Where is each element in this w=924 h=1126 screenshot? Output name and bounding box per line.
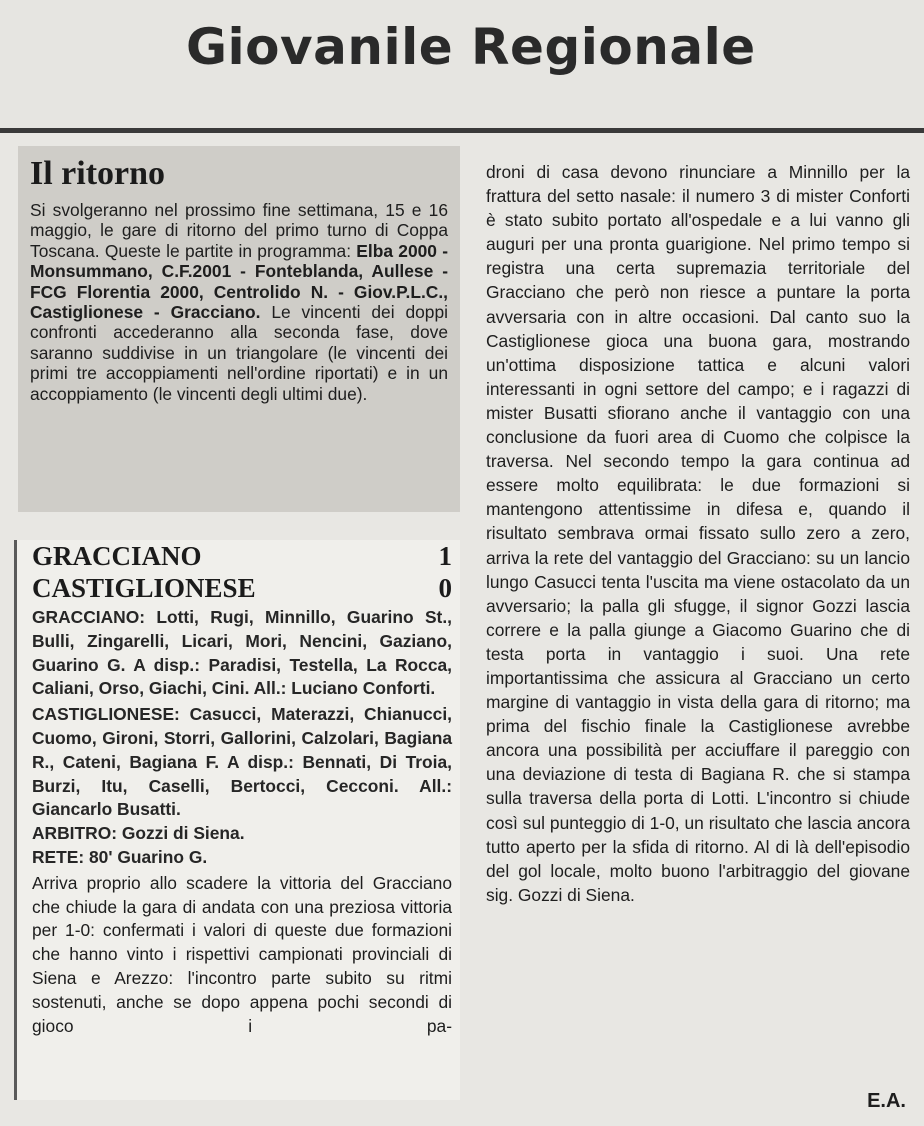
home-lineup: GRACCIANO: Lotti, Rugi, Minnillo, Guarino St., Bulli, Zingarelli, Licari, Mori, Nencini, Gaziano, Guarino G. A disp.: Paradisi, Testella, La Rocca, Caliani, Orso, Giachi, Cini. All.: Luciano Conforti.: [32, 607, 452, 699]
intro-fixtures: Elba 2000 - Monsummano, C.F.2001 - Fonteblanda, Aullese - FCG Florentia 2000, Centrolido N. - Giov.P.L.C., Castiglionese - Gracciano.: [30, 240, 448, 323]
away-score: 0: [438, 573, 452, 603]
home-team: GRACCIANO: [32, 541, 202, 571]
column-rule: [14, 540, 17, 1100]
match-report-left: [14, 540, 460, 1100]
section-title: Giovanile Regionale: [186, 18, 756, 76]
report-part-2: droni di casa devono rinunciare a Minnillo per la frattura del setto nasale: il numero 3 di mister Conforti è stato subito portato all'ospedale e a lui vanno gli auguri per una pronta guarigione. Nel primo tempo si registra una certa supremazia territoriale del Gracciano che però non riesce a puntare la porta avversaria con in altre occasioni. Dal canto suo la Castiglionese gioca una buona gara, mostrando un'ottima disposizione tattica e alcuni valori interessanti in ogni settore del campo; e i ragazzi di mister Busatti sfiorano anche il vantaggio con una conclusione da fuori area di Cuomo che colpisce la traversa. Nel secondo tempo la gara continua ad essere molto equilibrata: le due formazioni si mantengono attentissime in difesa e, quando il risultato sembrava ormai fissato sullo zero a zero, arriva la rete del vantaggio del Gracciano: su un lancio lungo Casucci tenta l'uscita ma viene ostacolato da un avversario; la palla gli sfugge, il signor Gozzi lascia correre e la palla giunge a Giacomo Guarino che di testa porta in vantaggio i suoi. Una rete importantissima che assicura al Gracciano un certo margine di vantaggio in vista della gara di ritorno; ma prima del fischio finale la Castiglionese avrebbe ancora una possibilità per acciuffare il pareggio con una deviazione di testa di Bagiana R. che si stampa sulla traversa della porta di Lotti. L'incontro si chiude così sul punteggio di 1-0, un risultato che lascia ancora tutto aperto per la sfida di ritorno. Al di là dell'episodio del gol locale, molto buono l'arbitraggio del giovane sig. Gozzi di Siena.: [486, 162, 910, 905]
away-team: CASTIGLIONESE: [32, 573, 256, 603]
intro-box: [18, 146, 460, 512]
report-part-1: Arriva proprio allo scadere la vittoria del Gracciano che chiude la gara di andata con una preziosa vittoria per 1-0: confermati i valori di queste due formazioni che hanno vinto i rispettivi campionati provinciali di Siena e Arezzo: l'incontro parte subito su ritmi sostenuti, anche se dopo appena pochi secondi di gioco i pa-: [32, 872, 452, 1036]
header-rule: [0, 128, 924, 133]
score-away: [32, 572, 452, 604]
away-lineup: CASTIGLIONESE: Casucci, Materazzi, Chianucci, Cuomo, Gironi, Storri, Gallorini, Calzolari, Bagiana R., Cateni, Bagiana F. A disp.: Bennati, Di Troia, Burzi, Itu, Caselli, Bertocci, Cecconi. All.: Giancarlo Busatti.: [32, 704, 452, 820]
author-signature: E.A.: [867, 1090, 906, 1112]
goal: RETE: 80' Guarino G.: [32, 846, 208, 867]
referee: ARBITRO: Gozzi di Siena.: [32, 823, 245, 844]
score-home: [32, 540, 452, 572]
intro-text-2: Le vincenti dei doppi confronti accederanno alla seconda fase, dove saranno suddivise in un triangolare (le vincenti dei primi tre accoppiamenti nell'ordine riportati) e in un accoppiamento (le vincenti degli ultimi due).: [30, 302, 448, 404]
home-score: 1: [438, 541, 452, 571]
masthead: [0, 0, 924, 132]
intro-text-1: Si svolgeranno nel prossimo fine settimana, 15 e 16 maggio, le gare di ritorno del primo turno di Coppa Toscana. Queste le partite in programma:: [30, 200, 448, 261]
intro-paragraph: [30, 200, 448, 404]
intro-heading: Il ritorno: [30, 155, 166, 192]
match-report-right: [486, 160, 910, 907]
